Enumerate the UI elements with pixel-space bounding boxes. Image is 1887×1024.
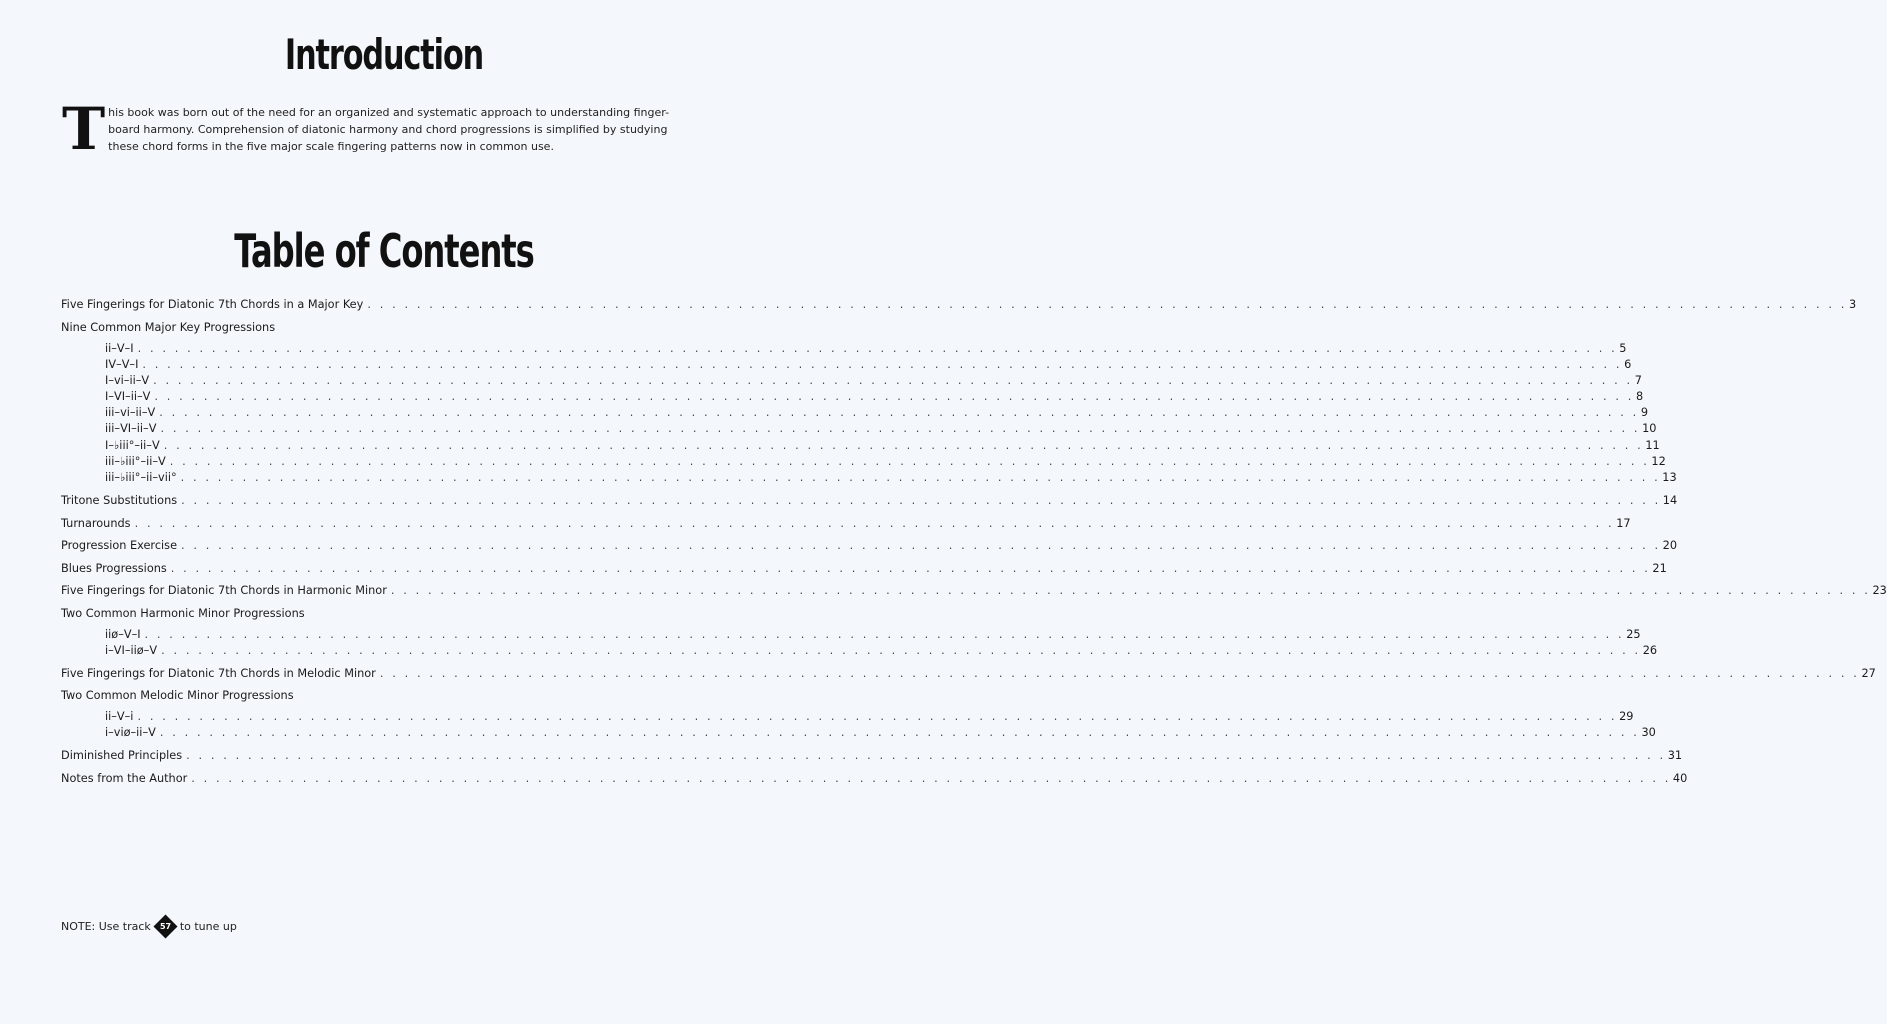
toc-label: I–♭iii°–ii–V [105,438,160,452]
toc-leader-dots: . . . . . . . . . . . . . . . . . . . . . . . . . . . . . . . . . . . . . . . . . . . . . . . . . . . . . . . . . . . . . . . . . . . . . . . . . . . . . . . . . . . . . . . . . . . . . . . . . . . . . . . . . . . . . . . . . . . . . . . . [154,390,1634,404]
toc-label: Notes from the Author [61,771,188,785]
tuning-note [61,918,237,935]
toc-leader-dots: . . . . . . . . . . . . . . . . . . . . . . . . . . . . . . . . . . . . . . . . . . . . . . . . . . . . . . . . . . . . . . . . . . . . . . . . . . . . . . . . . . . . . . . . . . . . . . . . . . . . . . . . . . . . . . . . . . . . . . . . [153,373,1633,387]
toc-section-header [61,321,689,334]
toc-subentry [61,726,1656,740]
toc-label: ii–V–I [105,341,134,355]
toc-label: i–viø–ii–V [105,726,156,740]
track-number: 57 [159,921,171,931]
toc-subentry [61,422,1657,436]
toc-leader-dots: . . . . . . . . . . . . . . . . . . . . . . . . . . . . . . . . . . . . . . . . . . . . . . . . . . . . . . . . . . . . . . . . . . . . . . . . . . . . . . . . . . . . . . . . . . . . . . . . . . . . . . . . . . . . . . . . . . . . . . . . [379,666,1860,680]
toc-entry [61,494,1678,507]
toc-label: iii–vi–ii–V [105,406,156,420]
toc-page-number: 8 [1635,390,1644,404]
toc-subentry [61,627,1641,641]
toc-leader-dots: . . . . . . . . . . . . . . . . . . . . . . . . . . . . . . . . . . . . . . . . . . . . . . . . . . . . . . . . . . . . . . . . . . . . . . . . . . . . . . . . . . . . . . . . . . . . . . . . . . . . . . . . . . . . . . . . . . . . . . . . [144,627,1625,641]
toc-page-number: 25 [1626,627,1641,641]
toc-leader-dots: . . . . . . . . . . . . . . . . . . . . . . . . . . . . . . . . . . . . . . . . . . . . . . . . . . . . . . . . . . . . . . . . . . . . . . . . . . . . . . . . . . . . . . . . . . . . . . . . . . . . . . . . . . . . . . . . . . . . . . . . [180,471,1661,484]
cd-track-icon [153,914,177,938]
toc-leader-dots: . . . . . . . . . . . . . . . . . . . . . . . . . . . . . . . . . . . . . . . . . . . . . . . . . . . . . . . . . . . . . . . . . . . . . . . . . . . . . . . . . . . . . . . . . . . . . . . . . . . . . . . . . . . . . . . . . . . . . . . . [142,357,1623,371]
toc-section-header [61,689,689,702]
toc-entry [61,539,1678,552]
toc-subentry [61,390,1644,404]
toc-page-number: 17 [1616,516,1631,530]
toc-label: ii–V–i [105,710,134,724]
toc-leader-dots: . . . . . . . . . . . . . . . . . . . . . . . . . . . . . . . . . . . . . . . . . . . . . . . . . . . . . . . . . . . . . . . . . . . . . . . . . . . . . . . . . . . . . . . . . . . . . . . . . . . . . . . . . . . . . . . . . . . . . . . . [186,749,1666,763]
toc-leader-dots: . . . . . . . . . . . . . . . . . . . . . . . . . . . . . . . . . . . . . . . . . . . . . . . . . . . . . . . . . . . . . . . . . . . . . . . . . . . . . . . . . . . . . . . . . . . . . . . . . . . . . . . . . . . . . . . . . . . . . . . . [163,438,1644,452]
toc-label: Diminished Principles [61,749,183,763]
toc-label: Five Fingerings for Diatonic 7th Chords in Melodic Minor [61,666,376,680]
toc-entry [61,298,1857,311]
toc-leader-dots: . . . . . . . . . . . . . . . . . . . . . . . . . . . . . . . . . . . . . . . . . . . . . . . . . . . . . . . . . . . . . . . . . . . . . . . . . . . . . . . . . . . . . . . . . . . . . . . . . . . . . . . . . . . . . . . . . . . . . . . . [159,406,1639,420]
toc-leader-dots: . . . . . . . . . . . . . . . . . . . . . . . . . . . . . . . . . . . . . . . . . . . . . . . . . . . . . . . . . . . . . . . . . . . . . . . . . . . . . . . . . . . . . . . . . . . . . . . . . . . . . . . . . . . . . . . . . . . . . . . . [170,561,1651,575]
toc-entry [61,666,1876,680]
toc-page-number: 31 [1667,749,1683,763]
toc-label: I–vi–ii–V [105,373,150,387]
toc-entry [61,561,1667,575]
toc-leader-dots: . . . . . . . . . . . . . . . . . . . . . . . . . . . . . . . . . . . . . . . . . . . . . . . . . . . . . . . . . . . . . . . . . . . . . . . . . . . . . . . . . . . . . . . . . . . . . . . . . . . . . . . . . . . . . . . . . . . . . . . . [137,710,1618,724]
toc-page-number: 10 [1642,422,1657,436]
toc-leader-dots: . . . . . . . . . . . . . . . . . . . . . . . . . . . . . . . . . . . . . . . . . . . . . . . . . . . . . . . . . . . . . . . . . . . . . . . . . . . . . . . . . . . . . . . . . . . . . . . . . . . . . . . . . . . . . . . . . . . . . . . . [181,494,1661,507]
toc-subentry [61,373,1642,387]
toc-page-number: 13 [1662,471,1677,484]
toc-page-number: 26 [1642,643,1658,657]
toc-page-number: 29 [1619,710,1634,724]
toc-leader-dots: . . . . . . . . . . . . . . . . . . . . . . . . . . . . . . . . . . . . . . . . . . . . . . . . . . . . . . . . . . . . . . . . . . . . . . . . . . . . . . . . . . . . . . . . . . . . . . . . . . . . . . . . . . . . . . . . . . . . . . . . [181,539,1661,552]
toc-label: Tritone Substitutions [61,494,178,507]
toc-page-number: 7 [1634,373,1642,387]
toc-leader-dots: . . . . . . . . . . . . . . . . . . . . . . . . . . . . . . . . . . . . . . . . . . . . . . . . . . . . . . . . . . . . . . . . . . . . . . . . . . . . . . . . . . . . . . . . . . . . . . . . . . . . . . . . . . . . . . . . . . . . . . . . [134,516,1615,530]
toc-page-number: 40 [1672,771,1688,785]
toc-label: Two Common Harmonic Minor Progressions [61,606,305,620]
toc-label: iii–VI–ii–V [105,422,157,436]
toc-page-number: 12 [1651,454,1666,468]
toc-page-number: 5 [1619,341,1627,355]
toc-subentry [61,341,1627,355]
toc-page-number: 20 [1662,539,1678,552]
toc-label: Progression Exercise [61,539,178,552]
toc-subentry [61,357,1632,371]
table-of-contents-list [61,298,1887,785]
toc-leader-dots: . . . . . . . . . . . . . . . . . . . . . . . . . . . . . . . . . . . . . . . . . . . . . . . . . . . . . . . . . . . . . . . . . . . . . . . . . . . . . . . . . . . . . . . . . . . . . . . . . . . . . . . . . . . . . . . . . . . . . . . . [169,454,1650,468]
drop-cap: T [62,95,106,163]
toc-subentry [61,471,1677,484]
toc-label: Turnarounds [61,516,131,530]
introduction-paragraph [62,95,672,163]
toc-subentry [61,643,1658,657]
toc-page-number: 14 [1662,494,1678,507]
note-suffix: to tune up [179,920,237,933]
toc-section-header [61,607,689,620]
toc-page-number: 21 [1652,561,1667,575]
introduction-text: his book was born out of the need for an organized and systematic approach to understanding finger-board harmony. Comprehension of diatonic harmony and chord progressions is simplified by studying these chord forms in the five major scale fingering patterns now in common use. [108,106,670,153]
toc-page-number: 11 [1645,438,1660,452]
toc-subentry [61,454,1666,468]
toc-label: iii–♭iii°–ii–vii° [105,471,177,484]
toc-entry [61,516,1631,530]
toc-leader-dots: . . . . . . . . . . . . . . . . . . . . . . . . . . . . . . . . . . . . . . . . . . . . . . . . . . . . . . . . . . . . . . . . . . . . . . . . . . . . . . . . . . . . . . . . . . . . . . . . . . . . . . . . . . . . . . . . . . . . . . . . [390,584,1871,597]
introduction-heading: Introduction [284,30,484,79]
toc-label: Nine Common Major Key Progressions [61,320,276,334]
toc-subentry [61,438,1660,452]
toc-leader-dots: . . . . . . . . . . . . . . . . . . . . . . . . . . . . . . . . . . . . . . . . . . . . . . . . . . . . . . . . . . . . . . . . . . . . . . . . . . . . . . . . . . . . . . . . . . . . . . . . . . . . . . . . . . . . . . . . . . . . . . . . [160,422,1641,436]
toc-label: Five Fingerings for Diatonic 7th Chords in a Major Key [61,298,364,311]
toc-page-number: 9 [1640,406,1649,420]
toc-subentry [61,406,1649,420]
toc-leader-dots: . . . . . . . . . . . . . . . . . . . . . . . . . . . . . . . . . . . . . . . . . . . . . . . . . . . . . . . . . . . . . . . . . . . . . . . . . . . . . . . . . . . . . . . . . . . . . . . . . . . . . . . . . . . . . . . . . . . . . . . . [161,643,1641,657]
toc-label: IV–V–I [105,357,139,371]
toc-entry [61,749,1683,763]
toc-page-number: 23 [1872,584,1887,597]
toc-label: iii–♭iii°–ii–V [105,454,166,468]
toc-leader-dots: . . . . . . . . . . . . . . . . . . . . . . . . . . . . . . . . . . . . . . . . . . . . . . . . . . . . . . . . . . . . . . . . . . . . . . . . . . . . . . . . . . . . . . . . . . . . . . . . . . . . . . . . . . . . . . . . . . . . . . . . [137,341,1618,355]
toc-label: Five Fingerings for Diatonic 7th Chords in Harmonic Minor [61,584,387,597]
toc-label: Two Common Melodic Minor Progressions [61,689,294,703]
toc-label: i–VI–iiø–V [105,643,158,657]
toc-label: iiø–V–I [105,627,141,641]
toc-page-number: 27 [1861,666,1876,680]
toc-entry [61,771,1688,785]
toc-leader-dots: . . . . . . . . . . . . . . . . . . . . . . . . . . . . . . . . . . . . . . . . . . . . . . . . . . . . . . . . . . . . . . . . . . . . . . . . . . . . . . . . . . . . . . . . . . . . . . . . . . . . . . . . . . . . . . . . . . . . . . . . [159,726,1640,740]
toc-leader-dots: . . . . . . . . . . . . . . . . . . . . . . . . . . . . . . . . . . . . . . . . . . . . . . . . . . . . . . . . . . . . . . . . . . . . . . . . . . . . . . . . . . . . . . . . . . . . . . . . . . . . . . . . . . . . . . . . . . . . . . . . [367,298,1847,311]
toc-page-number: 3 [1848,298,1857,311]
toc-entry [61,584,1887,597]
toc-page-number: 6 [1624,357,1632,371]
toc-page-number: 30 [1641,726,1656,740]
toc-label: Blues Progressions [61,561,167,575]
note-prefix: NOTE: Use track [61,920,151,933]
toc-leader-dots: . . . . . . . . . . . . . . . . . . . . . . . . . . . . . . . . . . . . . . . . . . . . . . . . . . . . . . . . . . . . . . . . . . . . . . . . . . . . . . . . . . . . . . . . . . . . . . . . . . . . . . . . . . . . . . . . . . . . . . . . [191,771,1671,785]
toc-label: I–VI–ii–V [105,390,151,404]
toc-subentry [61,710,1634,724]
table-of-contents-heading: Table of Contents [234,224,534,278]
